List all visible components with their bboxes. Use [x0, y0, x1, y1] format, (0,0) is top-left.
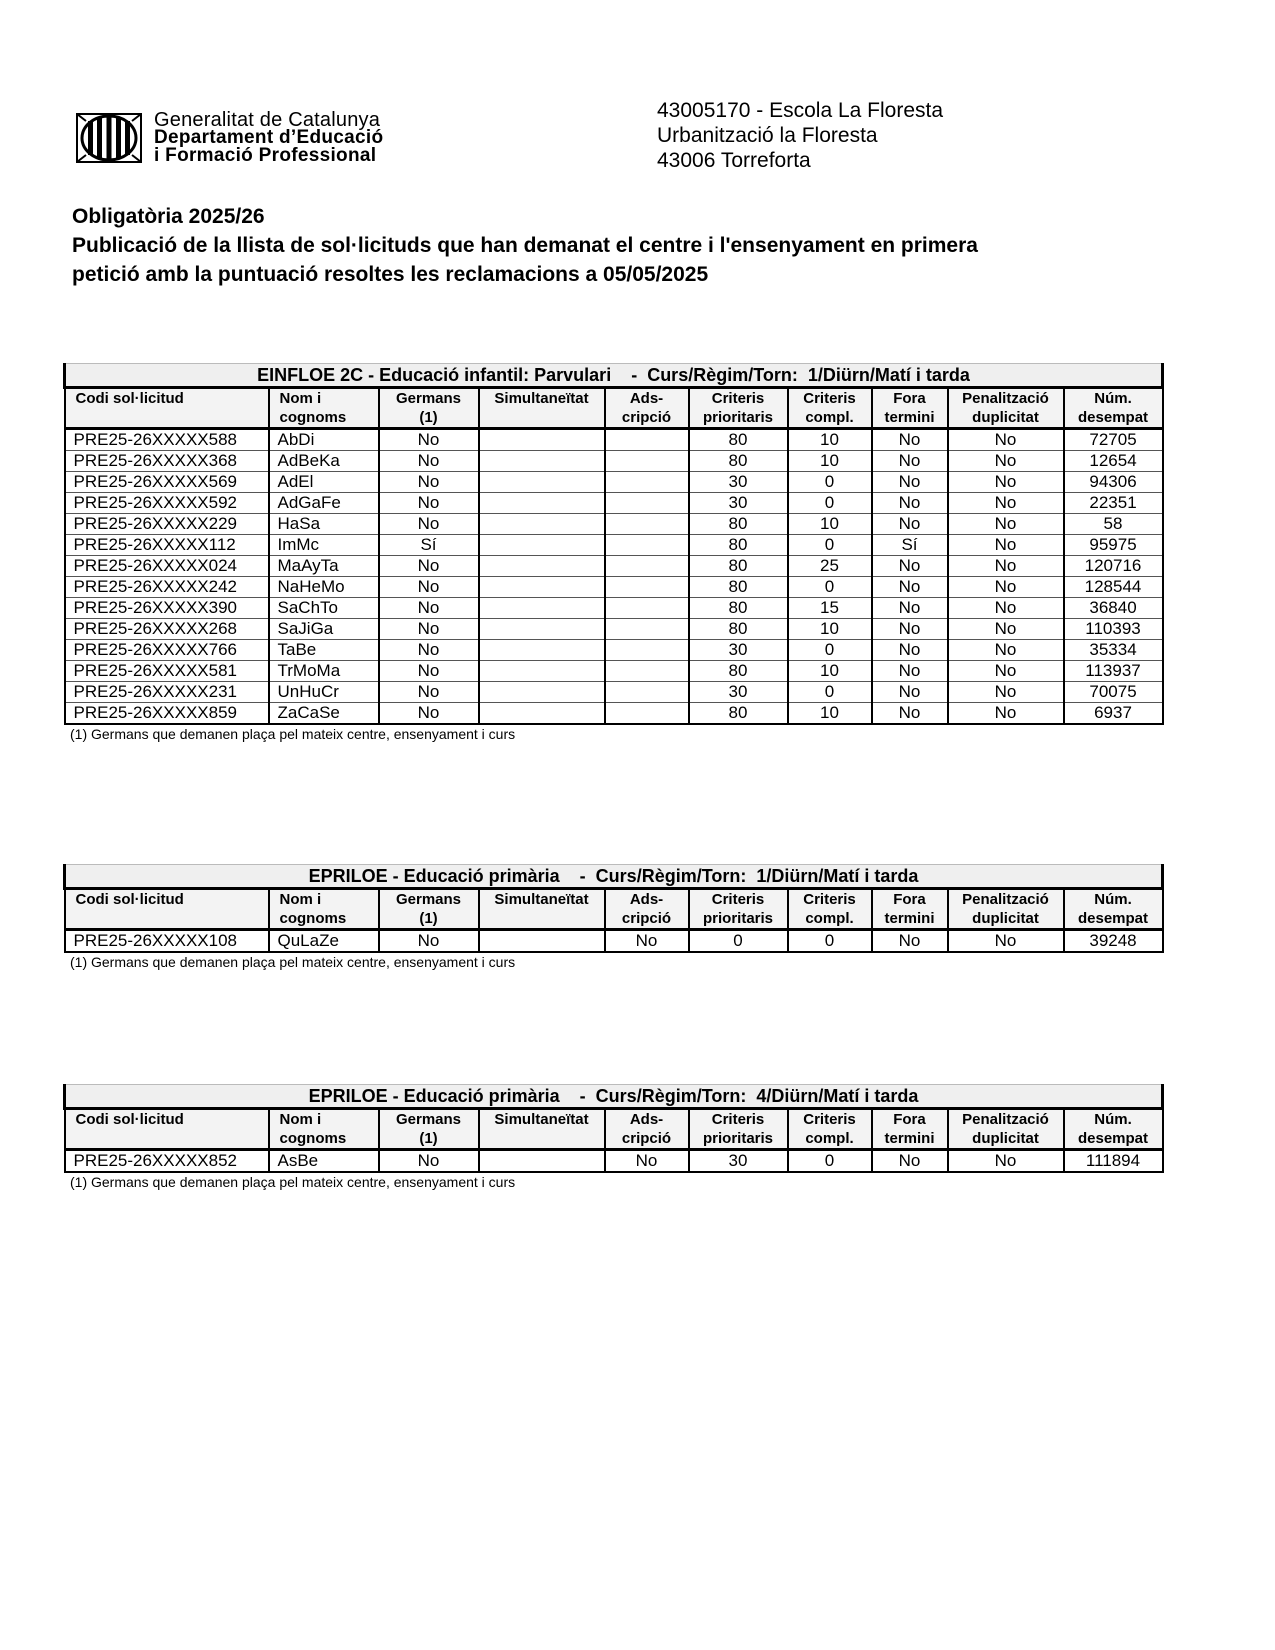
document-title: [72, 202, 978, 289]
table-cell: No: [948, 451, 1064, 472]
column-header-line2: prioritaris: [702, 409, 774, 426]
column-header-line1: Ads-: [629, 1111, 664, 1128]
table-cell: 30: [689, 493, 788, 514]
column-header-line2: cripció: [621, 409, 672, 426]
applications-table: [63, 864, 1164, 953]
table-cell: SaJiGa: [269, 619, 379, 640]
table-footnote: (1) Germans que demanen plaça pel mateix centre, ensenyament i curs: [70, 726, 516, 742]
table-cell: PRE25-26XXXXX108: [65, 930, 269, 953]
table-cell: 0: [788, 472, 872, 493]
column-header-line1: Criteris: [711, 1111, 765, 1128]
table-cell: No: [379, 682, 479, 703]
column-header: [948, 889, 1064, 930]
column-header-line2: duplicitat: [972, 409, 1039, 426]
table-cell: No: [872, 598, 948, 619]
table-cell: 120716: [1064, 556, 1163, 577]
column-header-line1: Germans: [395, 390, 462, 407]
table-cell: PRE25-26XXXXX588: [65, 429, 269, 451]
table-row: [65, 493, 1163, 514]
table-cell: 72705: [1064, 429, 1163, 451]
column-header: [269, 1109, 379, 1150]
table-cell: ZaCaSe: [269, 703, 379, 725]
table-row: [65, 1150, 1163, 1173]
table-cell: 70075: [1064, 682, 1163, 703]
column-header-line1: Simultaneïtat: [494, 891, 589, 908]
table-cell: [479, 472, 605, 493]
table-cell: No: [379, 619, 479, 640]
table-cell: PRE25-26XXXXX112: [65, 535, 269, 556]
table-cell: No: [379, 429, 479, 451]
table-cell: UnHuCr: [269, 682, 379, 703]
table-cell: 80: [689, 703, 788, 725]
table-cell: No: [948, 703, 1064, 725]
column-header-line2: termini: [884, 910, 935, 927]
table-cell: No: [948, 577, 1064, 598]
table-cell: [605, 640, 689, 661]
table-cell: No: [379, 451, 479, 472]
column-header: [788, 889, 872, 930]
table-cell: [605, 682, 689, 703]
column-header-line1: Criteris: [803, 390, 856, 407]
column-header-line1: Criteris: [711, 891, 765, 908]
table-cell: No: [872, 556, 948, 577]
column-header-line1: Criteris: [803, 891, 856, 908]
table-cell: No: [872, 472, 948, 493]
table-row: [65, 535, 1163, 556]
table-cell: No: [379, 1150, 479, 1173]
table-cell: No: [379, 493, 479, 514]
logo-department-text-2: i Formació Professional: [154, 145, 377, 166]
table-cell: 80: [689, 556, 788, 577]
table-cell: No: [379, 556, 479, 577]
table-cell: PRE25-26XXXXX242: [65, 577, 269, 598]
title-description-2: petició amb la puntuació resoltes les reclamacions a 05/05/2025: [72, 263, 709, 286]
table-cell: 25: [788, 556, 872, 577]
table-cell: [479, 682, 605, 703]
table-row: [65, 682, 1163, 703]
column-header-line2: desempat: [1078, 409, 1149, 426]
column-header: [65, 388, 269, 429]
table-cell: 58: [1064, 514, 1163, 535]
table-cell: 10: [788, 429, 872, 451]
table-cell: PRE25-26XXXXX592: [65, 493, 269, 514]
table-cell: 0: [788, 535, 872, 556]
table-cell: No: [948, 619, 1064, 640]
logo-generalitat-text: Generalitat de Catalunya: [154, 109, 381, 131]
column-header: [948, 388, 1064, 429]
column-header-line2: cognoms: [279, 1130, 347, 1147]
table-cell: 10: [788, 451, 872, 472]
school-address: Urbanització la Floresta: [657, 124, 878, 147]
column-header-line2: termini: [884, 1130, 935, 1147]
column-header-line1: Germans: [395, 1111, 462, 1128]
table-cell: NaHeMo: [269, 577, 379, 598]
table-cell: [605, 703, 689, 725]
table-cell: PRE25-26XXXXX390: [65, 598, 269, 619]
table-cell: No: [948, 1150, 1064, 1173]
table-cell: 80: [689, 514, 788, 535]
table-row: [65, 451, 1163, 472]
column-header: [379, 388, 479, 429]
table-cell: No: [872, 930, 948, 953]
table-row: [65, 619, 1163, 640]
table-cell: No: [379, 703, 479, 725]
table-cell: 30: [689, 682, 788, 703]
column-header: [605, 889, 689, 930]
column-header-line2: (1): [419, 910, 438, 927]
table-cell: QuLaZe: [269, 930, 379, 953]
table-cell: 0: [788, 493, 872, 514]
table-cell: [479, 598, 605, 619]
table-cell: [605, 577, 689, 598]
table-cell: [605, 556, 689, 577]
table-cell: 15: [788, 598, 872, 619]
school-city: 43006 Torreforta: [657, 149, 811, 172]
table-cell: No: [872, 661, 948, 682]
table-cell: PRE25-26XXXXX859: [65, 703, 269, 725]
table-cell: 95975: [1064, 535, 1163, 556]
table-cell: 30: [689, 472, 788, 493]
column-header: [788, 388, 872, 429]
table-cell: No: [948, 661, 1064, 682]
column-header-line2: compl.: [805, 1130, 854, 1147]
column-header-line1: Simultaneïtat: [494, 1111, 589, 1128]
column-header-line1: Núm.: [1094, 891, 1132, 908]
table-cell: 80: [689, 451, 788, 472]
column-header-line2: cripció: [621, 910, 672, 927]
column-header: [65, 889, 269, 930]
table-cell: No: [872, 619, 948, 640]
table-footnote: (1) Germans que demanen plaça pel mateix centre, ensenyament i curs: [70, 954, 516, 970]
table-section-title: EINFLOE 2C - Educació infantil: Parvulari - Curs/Règim/Torn: 1/Diürn/Matí i tarda: [65, 364, 1163, 388]
column-header-line2: prioritaris: [702, 1130, 774, 1147]
table-cell: 0: [788, 930, 872, 953]
column-header-line1: Penalització: [962, 1111, 1049, 1128]
table-cell: Sí: [872, 535, 948, 556]
column-header: [379, 889, 479, 930]
column-header-line2: desempat: [1077, 1130, 1149, 1147]
table-cell: TrMoMa: [269, 661, 379, 682]
column-header: [872, 1109, 948, 1150]
column-header-line2: duplicitat: [972, 1130, 1039, 1147]
column-header: [788, 1109, 872, 1150]
table-cell: Sí: [379, 535, 479, 556]
table-cell: 113937: [1064, 661, 1163, 682]
column-header-line1: Núm.: [1094, 390, 1132, 407]
table-cell: [479, 535, 605, 556]
column-header-line2: termini: [884, 409, 935, 426]
table-row: [65, 556, 1163, 577]
column-header: [689, 1109, 788, 1150]
table-cell: No: [872, 682, 948, 703]
table-row: [65, 640, 1163, 661]
table-cell: AdBeKa: [269, 451, 379, 472]
table-cell: No: [379, 640, 479, 661]
table-cell: 111894: [1064, 1150, 1163, 1173]
table-cell: No: [872, 493, 948, 514]
table-cell: [479, 661, 605, 682]
column-header: [872, 889, 948, 930]
column-header-line1: Ads-: [629, 390, 664, 407]
table-cell: PRE25-26XXXXX229: [65, 514, 269, 535]
generalitat-emblem-icon: [76, 113, 142, 163]
table-cell: 10: [788, 661, 872, 682]
table-cell: No: [379, 930, 479, 953]
table-cell: [479, 451, 605, 472]
table-cell: No: [872, 451, 948, 472]
table-row: [65, 930, 1163, 953]
column-header-line2: desempat: [1077, 910, 1149, 927]
column-header-line1: Nom i: [279, 1111, 322, 1128]
table-cell: 30: [689, 1150, 788, 1173]
table-cell: [605, 472, 689, 493]
column-header: [269, 889, 379, 930]
table-cell: PRE25-26XXXXX268: [65, 619, 269, 640]
title-year: Obligatòria 2025/26: [72, 205, 265, 228]
table-cell: 94306: [1064, 472, 1163, 493]
table-cell: No: [948, 493, 1064, 514]
column-header: [379, 1109, 479, 1150]
table-footnote: (1) Germans que demanen plaça pel mateix centre, ensenyament i curs: [70, 1174, 516, 1190]
title-description: Publicació de la llista de sol·licituds que han demanat el centre i l'ensenyament en primera: [72, 234, 978, 257]
table-row: [65, 661, 1163, 682]
generalitat-logo: [76, 111, 383, 165]
table-cell: 10: [788, 619, 872, 640]
column-header: [479, 1109, 605, 1150]
table-cell: No: [872, 1150, 948, 1173]
results-table-3: [63, 1084, 1161, 1190]
column-header-line2: prioritaris: [702, 910, 774, 927]
table-cell: No: [379, 577, 479, 598]
table-section-title: EPRILOE - Educació primària - Curs/Règim/Torn: 4/Diürn/Matí i tarda: [65, 1085, 1163, 1109]
table-cell: 80: [689, 577, 788, 598]
table-cell: No: [605, 1150, 689, 1173]
table-cell: PRE25-26XXXXX852: [65, 1150, 269, 1173]
table-cell: 39248: [1064, 930, 1163, 953]
table-cell: [479, 619, 605, 640]
table-cell: No: [948, 472, 1064, 493]
table-cell: 0: [788, 640, 872, 661]
table-cell: No: [379, 514, 479, 535]
table-cell: 36840: [1064, 598, 1163, 619]
column-header: [605, 1109, 689, 1150]
column-header-line2: cognoms: [279, 910, 347, 927]
column-header-line1: Penalització: [962, 891, 1049, 908]
table-cell: 128544: [1064, 577, 1163, 598]
table-cell: No: [948, 930, 1064, 953]
column-header-line1: Fora: [893, 1111, 926, 1128]
table-cell: 80: [689, 619, 788, 640]
table-cell: PRE25-26XXXXX766: [65, 640, 269, 661]
school-info: [657, 98, 943, 173]
column-header-line1: Penalització: [962, 390, 1049, 407]
table-cell: [605, 451, 689, 472]
table-cell: [479, 493, 605, 514]
table-cell: AdEl: [269, 472, 379, 493]
column-header: [1064, 889, 1163, 930]
table-cell: HaSa: [269, 514, 379, 535]
table-cell: [605, 514, 689, 535]
table-cell: 6937: [1064, 703, 1163, 725]
table-cell: [479, 577, 605, 598]
table-cell: [479, 703, 605, 725]
table-cell: No: [948, 535, 1064, 556]
table-cell: No: [872, 514, 948, 535]
table-cell: 30: [689, 640, 788, 661]
column-header-line2: cripció: [621, 1130, 672, 1147]
logo-department-text: Departament d’Educació: [154, 127, 384, 148]
table-cell: [479, 514, 605, 535]
table-cell: No: [948, 556, 1064, 577]
table-row: [65, 703, 1163, 725]
results-table-2: [63, 864, 1161, 970]
table-cell: [605, 493, 689, 514]
table-cell: 0: [788, 577, 872, 598]
table-cell: [479, 556, 605, 577]
column-header: [479, 388, 605, 429]
table-row: [65, 577, 1163, 598]
table-section-title: EPRILOE - Educació primària - Curs/Règim/Torn: 1/Diürn/Matí i tarda: [65, 865, 1163, 889]
table-cell: [605, 429, 689, 451]
column-header-line1: Nom i: [279, 390, 322, 407]
table-cell: [605, 535, 689, 556]
table-cell: MaAyTa: [269, 556, 379, 577]
column-header-line1: Germans: [395, 891, 462, 908]
table-cell: No: [872, 429, 948, 451]
table-cell: [605, 619, 689, 640]
column-header: [689, 889, 788, 930]
table-row: [65, 429, 1163, 451]
column-header: [872, 388, 948, 429]
table-cell: AbDi: [269, 429, 379, 451]
table-cell: PRE25-26XXXXX569: [65, 472, 269, 493]
table-cell: AsBe: [269, 1150, 379, 1173]
column-header-line1: Fora: [893, 390, 926, 407]
table-cell: No: [872, 577, 948, 598]
column-header-line1: Codi sol·licitud: [75, 390, 184, 407]
table-cell: 80: [689, 598, 788, 619]
column-header-line1: Codi sol·licitud: [75, 891, 184, 908]
column-header: [689, 388, 788, 429]
column-header-line1: Fora: [893, 891, 926, 908]
column-header-line2: (1): [419, 409, 438, 426]
column-header-line1: Codi sol·licitud: [75, 1111, 184, 1128]
table-cell: No: [379, 661, 479, 682]
column-header: [1064, 388, 1163, 429]
table-cell: 0: [788, 682, 872, 703]
column-header-line1: Simultaneïtat: [494, 390, 589, 407]
column-header: [1064, 1109, 1163, 1150]
table-cell: No: [948, 598, 1064, 619]
table-cell: ImMc: [269, 535, 379, 556]
table-cell: No: [948, 640, 1064, 661]
table-row: [65, 514, 1163, 535]
column-header-line2: duplicitat: [972, 910, 1039, 927]
column-header-line1: Nom i: [279, 891, 322, 908]
column-header-line1: Criteris: [711, 390, 765, 407]
table-cell: No: [605, 930, 689, 953]
column-header-line2: compl.: [805, 910, 854, 927]
column-header-line2: (1): [419, 1130, 438, 1147]
column-header: [948, 1109, 1064, 1150]
table-cell: 10: [788, 703, 872, 725]
table-cell: [605, 598, 689, 619]
column-header: [269, 388, 379, 429]
table-cell: No: [948, 514, 1064, 535]
table-row: [65, 472, 1163, 493]
table-cell: [479, 1150, 605, 1173]
column-header: [479, 889, 605, 930]
table-cell: 35334: [1064, 640, 1163, 661]
results-table-1: [63, 363, 1161, 742]
table-cell: 12654: [1064, 451, 1163, 472]
table-cell: 80: [689, 429, 788, 451]
table-cell: [479, 930, 605, 953]
table-cell: PRE25-26XXXXX581: [65, 661, 269, 682]
table-cell: [605, 661, 689, 682]
table-cell: [479, 640, 605, 661]
table-cell: 110393: [1064, 619, 1163, 640]
table-cell: No: [948, 682, 1064, 703]
applications-table: [63, 1084, 1164, 1173]
table-cell: 80: [689, 661, 788, 682]
column-header-line1: Ads-: [629, 891, 664, 908]
table-cell: 80: [689, 535, 788, 556]
table-cell: [479, 429, 605, 451]
table-cell: No: [872, 640, 948, 661]
table-cell: No: [872, 703, 948, 725]
table-row: [65, 598, 1163, 619]
table-cell: SaChTo: [269, 598, 379, 619]
table-cell: 22351: [1064, 493, 1163, 514]
column-header-line2: cognoms: [279, 409, 347, 426]
school-name: 43005170 - Escola La Floresta: [657, 99, 944, 122]
table-cell: AdGaFe: [269, 493, 379, 514]
applications-table: [63, 363, 1164, 725]
column-header: [65, 1109, 269, 1150]
column-header: [605, 388, 689, 429]
column-header-line1: Núm.: [1094, 1111, 1132, 1128]
table-cell: 10: [788, 514, 872, 535]
table-cell: PRE25-26XXXXX231: [65, 682, 269, 703]
column-header-line2: compl.: [805, 409, 854, 426]
table-cell: 0: [788, 1150, 872, 1173]
table-cell: PRE25-26XXXXX368: [65, 451, 269, 472]
table-cell: 0: [689, 930, 788, 953]
table-cell: No: [948, 429, 1064, 451]
table-cell: No: [379, 598, 479, 619]
table-cell: PRE25-26XXXXX024: [65, 556, 269, 577]
table-cell: TaBe: [269, 640, 379, 661]
table-cell: No: [379, 472, 479, 493]
column-header-line1: Criteris: [803, 1111, 856, 1128]
